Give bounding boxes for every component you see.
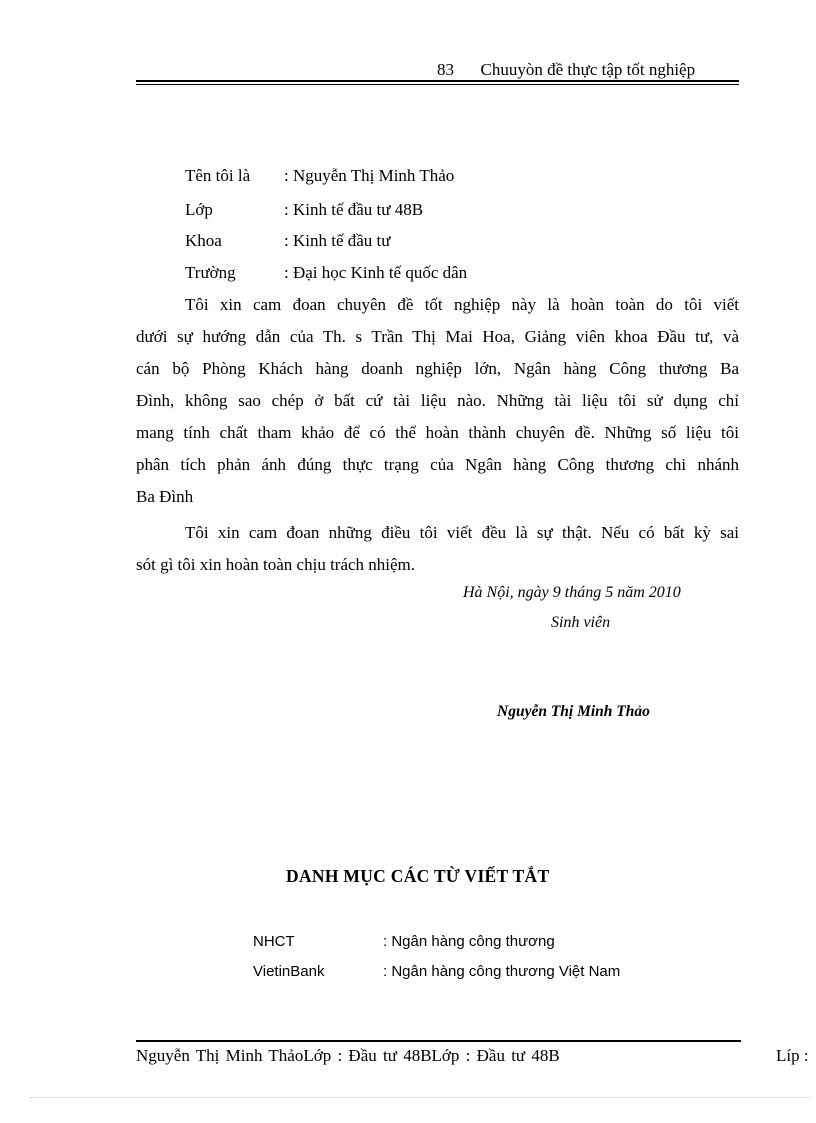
abbr-meaning: : Ngân hàng công thương Việt Nam [383, 963, 621, 980]
info-row-name [185, 166, 250, 186]
signature-name: Nguyễn Thị Minh Thảo [497, 703, 650, 720]
paragraph-line: cán bộ Phòng Khách hàng doanh nghiệp lớn, Ngân hàng Công thương Ba [136, 359, 739, 378]
page-bottom-dotted-line [30, 1097, 810, 1098]
header-title: Chuuyòn đề thực tập tốt nghiệp [480, 60, 696, 79]
abbr-meaning: : Ngân hàng công thương [383, 933, 555, 950]
info-label: Lớp [185, 200, 213, 219]
header [437, 60, 695, 80]
abbr-term: NHCT [253, 933, 295, 950]
declaration-paragraph [136, 289, 739, 513]
info-label: Khoa [185, 231, 222, 250]
paragraph-line: Tôi xin cam đoan những điều tôi viết đều là sự thật. Nếu có bất kỳ sai [185, 523, 739, 542]
info-label: Tên tôi là [185, 166, 251, 185]
info-label: Trường [185, 263, 236, 282]
header-rule-thin [136, 84, 739, 85]
paragraph-line: Tôi xin cam đoan chuyên đề tốt nghiệp này là hoàn toàn do tôi viết [185, 295, 739, 314]
info-row-faculty [185, 231, 222, 251]
info-row-class [185, 200, 213, 220]
info-value-school: : Đại học Kinh tế quốc dân [284, 263, 468, 282]
signature-place-date: Hà Nội, ngày 9 tháng 5 năm 2010 [463, 584, 681, 601]
abbreviations-title: DANH MỤC CÁC TỪ VIẾT TẮT [286, 866, 550, 886]
commitment-paragraph [136, 517, 739, 581]
info-value-name: : Nguyễn Thị Minh Thảo [284, 166, 455, 185]
paragraph-line: sót gì tôi xin hoàn toàn chịu trách nhiệm. [136, 555, 416, 574]
abbr-term: VietinBank [253, 963, 325, 980]
info-value-faculty: : Kinh tế đầu tư [284, 231, 391, 250]
paragraph-line: phân tích phản ánh đúng thực trạng của Ngân hàng Công thương chi nhánh [136, 455, 739, 474]
header-rule-thick [136, 80, 739, 82]
paragraph-line: Ba Đình [136, 487, 194, 506]
info-row-school [185, 263, 236, 283]
footer-left: Nguyễn Thị Minh ThảoLớp : Đầu tư 48BLớp : Đầu tư 48B [136, 1046, 560, 1065]
info-value-class: : Kinh tế đầu tư 48B [284, 200, 424, 219]
page-number: 83 [437, 60, 454, 79]
footer-right: Líp : [776, 1046, 809, 1065]
footer-rule [136, 1040, 741, 1042]
signature-role: Sinh viên [551, 614, 611, 631]
paragraph-line: mang tính chất tham khảo để có thể hoàn thành chuyên đề. Những số liệu tôi [136, 423, 739, 442]
paragraph-line: dưới sự hướng dẫn của Th. s Trần Thị Mai Hoa, Giảng viên khoa Đầu tư, và [136, 327, 739, 346]
paragraph-line: Đình, không sao chép ở bất cứ tài liệu nào. Những tài liệu tôi sử dụng chỉ [136, 391, 739, 410]
